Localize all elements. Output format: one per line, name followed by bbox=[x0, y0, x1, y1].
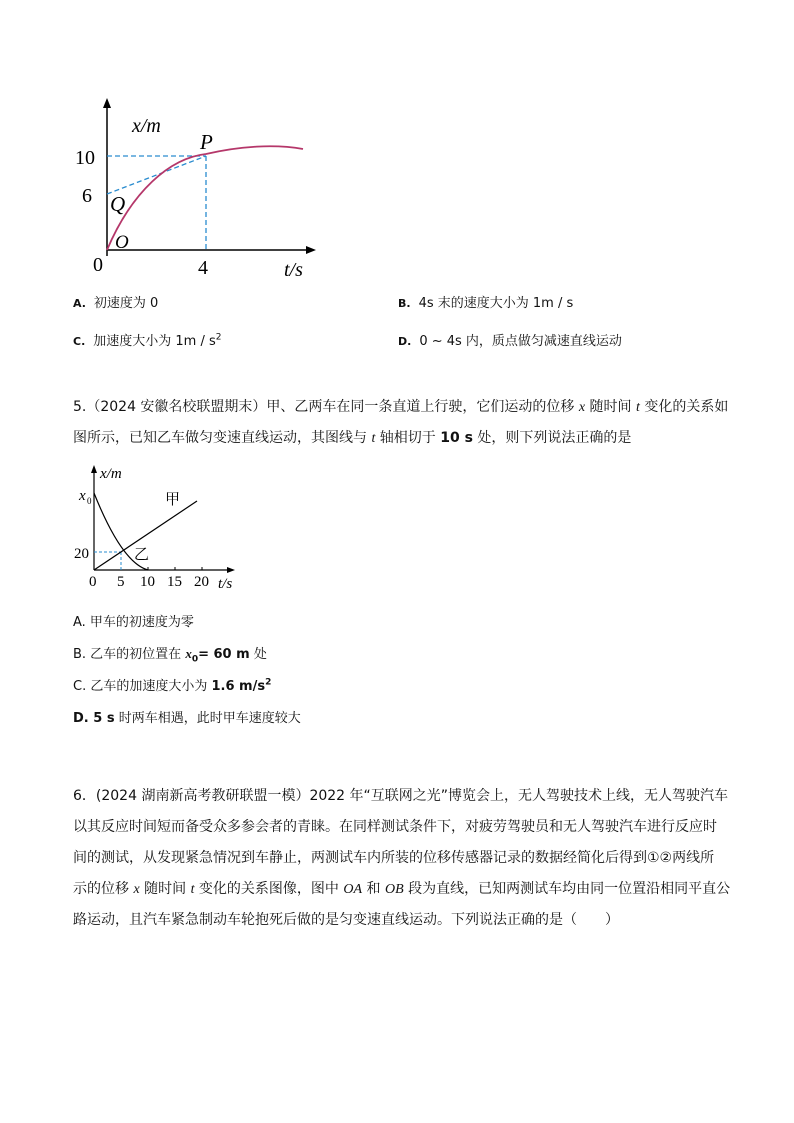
q6-line4 bbox=[73, 874, 730, 905]
q4-position-curve bbox=[107, 146, 303, 250]
q6-line3: 间的测试，从发现紧急情况到车静止，两测试车内所装的位移传感器记录的数据经简化后得到①②两线所 bbox=[73, 850, 715, 866]
q5-option-b-var: x bbox=[185, 646, 192, 661]
q5-y-axis-label: x/m bbox=[100, 466, 122, 482]
q4-option-b-letter: B. bbox=[398, 297, 411, 310]
q6-line4-c: 变化的关系图像，图中 bbox=[194, 881, 344, 897]
q5-option-b bbox=[73, 643, 267, 665]
q5-tick-15: 15 bbox=[167, 574, 182, 590]
q5-option-d-suffix: 时两车相遇，此时甲车速度较大 bbox=[114, 711, 301, 726]
q6-line4-a: 示的位移 bbox=[73, 881, 134, 897]
q5-stem-line1-suffix: 变化的关系如 bbox=[639, 399, 729, 415]
q5-stem-line2-prefix: 图所示，已知乙车做匀变速直线运动，其图线与 bbox=[73, 430, 372, 446]
q4-option-a-letter: A. bbox=[73, 297, 86, 310]
q5-label-yi: 乙 bbox=[134, 547, 150, 563]
q5-option-c-prefix: C. 乙车的加速度大小为 bbox=[73, 679, 212, 694]
q5-x0-label: x bbox=[79, 488, 86, 504]
q5-option-b-sub: 0 bbox=[191, 654, 199, 665]
q5-x0-sub: 0 bbox=[87, 496, 92, 506]
q5-stem-line1-prefix: 5.（2024 安徽名校联盟期末）甲、乙两车在同一条直道上行驶，它们运动的位移 bbox=[73, 399, 579, 415]
q4-option-d-letter: D. bbox=[398, 335, 412, 348]
q4-label-o: O bbox=[115, 232, 129, 253]
q4-x-axis-label: t/s bbox=[284, 259, 303, 281]
q5-graph bbox=[72, 463, 252, 595]
q4-option-c-sup: 2 bbox=[215, 332, 222, 343]
q4-option-a bbox=[73, 292, 158, 311]
q4-option-c bbox=[73, 330, 222, 349]
q5-option-c-value: 1.6 m/s bbox=[211, 679, 266, 694]
q4-tick-10: 10 bbox=[75, 147, 95, 169]
q5-tick-10: 10 bbox=[140, 574, 155, 590]
q5-label-jia: 甲 bbox=[165, 492, 181, 508]
q6-line4-oa: OA bbox=[343, 882, 363, 897]
q6-line4-b: 随时间 bbox=[139, 881, 191, 897]
q5-tick-5: 5 bbox=[117, 574, 125, 590]
q4-graph bbox=[70, 96, 330, 286]
q5-tick-0: 0 bbox=[89, 574, 97, 590]
q5-y-arrow bbox=[91, 465, 97, 473]
q4-label-q: Q bbox=[110, 192, 126, 216]
q5-option-b-prefix: B. 乙车的初位置在 bbox=[73, 647, 186, 662]
q5-stem-line2-mid: 轴相切于 bbox=[375, 430, 441, 446]
q6-line4-e: 段为直线，已知两测试车均由同一位置沿相同平直公 bbox=[403, 881, 731, 897]
q6-line4-ob: OB bbox=[384, 882, 404, 897]
q4-label-p: P bbox=[200, 130, 213, 154]
q5-stem-line2-var-t: t bbox=[371, 431, 376, 446]
q5-option-c bbox=[73, 675, 271, 694]
q6-line4-d: 和 bbox=[362, 881, 385, 897]
q4-option-c-text: 加速度大小为 1m / s bbox=[93, 334, 216, 349]
q4-option-d bbox=[398, 330, 622, 349]
q4-tick-6: 6 bbox=[82, 185, 92, 207]
q5-stem-var-t: t bbox=[636, 400, 640, 415]
q6-line1: 6．(2024 湖南新高考教研联盟一模）2022 年“互联网之光”博览会上，无人驾驶技术上线，无人驾驶汽车 bbox=[73, 788, 729, 804]
q5-option-a: A. 甲车的初速度为零 bbox=[73, 615, 194, 630]
q4-y-arrow bbox=[103, 98, 111, 108]
q5-stem-line1 bbox=[73, 392, 728, 423]
q5-tick-20: 20 bbox=[74, 546, 89, 562]
q4-option-d-text: 0 ~ 4s 内，质点做匀减速直线运动 bbox=[419, 334, 622, 349]
q6-line2: 以其反应时间短而备受众多参会者的青睐。在同样测试条件下，对疲劳驾驶员和无人驾驶汽车进行反应时 bbox=[73, 819, 717, 835]
q5-stem-line2-bold: 10 s bbox=[440, 430, 473, 446]
q4-option-a-text: 初速度为 0 bbox=[93, 296, 159, 311]
q5-option-b-eq: = 60 m bbox=[198, 647, 250, 662]
q5-tick-20x: 20 bbox=[194, 574, 209, 590]
q5-x-arrow bbox=[227, 567, 235, 573]
q4-tick-0: 0 bbox=[93, 254, 103, 276]
q4-option-b-text: 4s 末的速度大小为 1m / s bbox=[418, 296, 574, 311]
q5-x-axis-label: t/s bbox=[218, 576, 233, 592]
q6-line5: 路运动，且汽车紧急制动车轮抱死后做的是匀变速直线运动。下列说法正确的是（ ） bbox=[73, 912, 619, 928]
q5-option-d-bold: D. 5 s bbox=[73, 711, 115, 726]
q5-stem-line2-suffix: 处，则下列说法正确的是 bbox=[472, 430, 632, 446]
q4-x-arrow bbox=[306, 246, 316, 254]
q5-option-b-suffix: 处 bbox=[249, 647, 267, 662]
q4-option-b bbox=[398, 292, 573, 311]
q5-stem-line1-mid: 随时间 bbox=[585, 399, 637, 415]
q4-tick-4: 4 bbox=[198, 257, 208, 279]
q5-stem-var-x: x bbox=[578, 400, 586, 415]
q5-stem-line2 bbox=[73, 423, 631, 454]
q6-line4-var-t: t bbox=[190, 882, 195, 897]
q4-tangent-line bbox=[107, 156, 206, 194]
q5-option-c-sup: 2 bbox=[265, 677, 272, 688]
q4-option-c-letter: C. bbox=[73, 335, 86, 348]
q4-y-axis-label: x/m bbox=[132, 115, 161, 137]
q6-line4-var-x: x bbox=[133, 882, 140, 897]
q5-option-d bbox=[73, 707, 301, 726]
